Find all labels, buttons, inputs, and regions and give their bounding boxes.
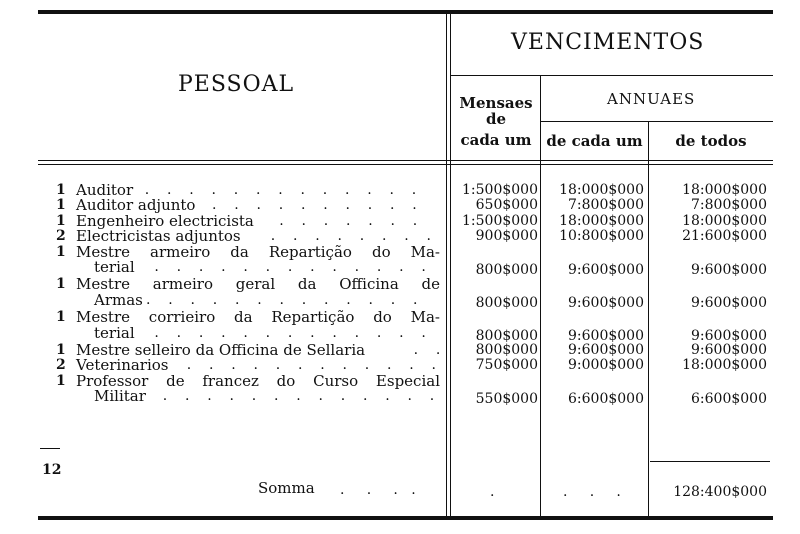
- top-rule: [38, 10, 773, 14]
- row-description: Mestre armeiro geral da Officina de: [76, 275, 440, 294]
- row-mensal: 750$000: [475, 357, 538, 374]
- row-annual-total: 7:800$000: [691, 197, 767, 214]
- row-mensal: 1:500$000: [462, 182, 538, 198]
- row-annual-each: 9:600$000: [568, 327, 644, 344]
- row-annual-each: 6:600$000: [568, 391, 644, 408]
- row-annual-each: 10:800$000: [559, 228, 644, 245]
- row-leader-dots: . . . . . . . . . . . . .: [144, 182, 417, 198]
- row-leader-dots: . . . . . . .: [279, 212, 418, 229]
- row-description: Armas: [94, 290, 143, 309]
- somma-leader: . . . .: [340, 482, 416, 498]
- row-leader-dots: . . . . . . . . . . . . .: [154, 259, 426, 275]
- row-annual-total: 18:000$000: [682, 357, 767, 374]
- row-qty: 1: [56, 197, 66, 214]
- qty-sum-rule: [40, 448, 60, 449]
- row-description: Mestre armeiro da Repartição do Ma-: [76, 242, 440, 261]
- row-qty: 1: [56, 309, 66, 326]
- row-annual-total: 9:600$000: [691, 294, 767, 311]
- somma-total-rule: [650, 461, 770, 462]
- row-annual-total: 9:600$000: [691, 262, 767, 278]
- row-description: terial: [94, 323, 135, 342]
- pessoal-heading: PESSOAL: [178, 72, 295, 97]
- row-qty: 2: [56, 228, 66, 245]
- annuaes-rule: [541, 121, 773, 122]
- row-description: Professor de francez do Curso Especial: [76, 371, 440, 390]
- row-annual-each: 7:800$000: [568, 197, 644, 214]
- row-mensal: 550$000: [475, 391, 538, 408]
- annuaes-heading: ANNUAES: [607, 90, 696, 108]
- row-leader-dots: . . . . . . . . . . . . .: [154, 324, 426, 341]
- row-annual-each: 9:000$000: [568, 357, 644, 374]
- row-annual-total: 18:000$000: [682, 182, 767, 198]
- row-leader-dots: . . . . . . . . . . . .: [186, 357, 437, 374]
- somma-label: Somma: [258, 479, 315, 497]
- row-qty: 1: [56, 342, 66, 358]
- row-mensal: 800$000: [475, 262, 538, 278]
- somma-annual-dots: . . .: [563, 484, 621, 500]
- row-description: Engenheiro electricista: [76, 211, 254, 230]
- row-leader-dots: . . . . . . . . . .: [212, 197, 417, 214]
- total-qty: 12: [42, 462, 62, 478]
- row-mensal: 650$000: [475, 197, 538, 214]
- col-divider-double-a: [446, 14, 447, 516]
- mensaes-heading-1: Mensaes: [459, 94, 533, 112]
- row-leader-dots: . . . . . . . .: [270, 228, 432, 245]
- row-annual-each: 18:000$000: [559, 182, 644, 198]
- row-description: Auditor: [76, 181, 134, 199]
- row-qty: 1: [56, 212, 66, 229]
- row-description: Mestre selleiro da Officina de Sellaria: [76, 341, 366, 359]
- de-todos-heading: de todos: [675, 132, 747, 150]
- row-description: terial: [94, 258, 135, 276]
- somma-total: 128:400$000: [673, 484, 767, 500]
- row-annual-total: 9:600$000: [691, 342, 767, 358]
- row-description: Mestre corrieiro da Repartição do Ma-: [76, 308, 440, 327]
- row-leader-dots: . . . . . . . . . . . . .: [146, 291, 418, 308]
- row-description: Electricistas adjuntos: [76, 227, 241, 246]
- vencimentos-heading: VENCIMENTOS: [511, 30, 705, 55]
- row-mensal: 900$000: [475, 228, 538, 245]
- de-cada-um-heading: de cada um: [546, 132, 643, 150]
- somma-mensal-dot: .: [490, 484, 495, 500]
- row-qty: 1: [56, 182, 66, 198]
- row-annual-total: 18:000$000: [682, 212, 767, 229]
- row-qty: 1: [56, 372, 66, 389]
- row-annual-total: 9:600$000: [691, 327, 767, 344]
- mensaes-heading-2: de: [485, 110, 507, 128]
- col-divider-double-b: [450, 14, 451, 516]
- row-leader-dots: . .: [413, 342, 441, 358]
- row-mensal: 800$000: [475, 327, 538, 344]
- row-annual-each: 9:600$000: [568, 294, 644, 311]
- row-qty: 1: [56, 276, 66, 293]
- header-rule-b: [38, 164, 773, 165]
- row-annual-total: 6:600$000: [691, 391, 767, 408]
- row-annual-total: 21:600$000: [682, 228, 767, 245]
- row-annual-each: 9:600$000: [568, 262, 644, 278]
- row-description: Auditor adjunto: [76, 196, 196, 215]
- row-description: Veterinarios: [76, 356, 169, 375]
- row-annual-each: 18:000$000: [559, 212, 644, 229]
- row-annual-each: 9:600$000: [568, 342, 644, 358]
- row-mensal: 800$000: [475, 294, 538, 311]
- mensaes-heading-3: cada um: [460, 131, 532, 149]
- bottom-rule: [38, 516, 773, 520]
- row-leader-dots: . . . . . . . . . . . . .: [162, 388, 435, 405]
- row-qty: 2: [56, 357, 66, 374]
- row-qty: 1: [56, 243, 66, 260]
- row-description: Militar: [94, 387, 146, 406]
- row-mensal: 800$000: [475, 342, 538, 358]
- row-mensal: 1:500$000: [462, 212, 538, 229]
- header-rule-a: [38, 160, 773, 161]
- vencimentos-rule: [451, 75, 773, 76]
